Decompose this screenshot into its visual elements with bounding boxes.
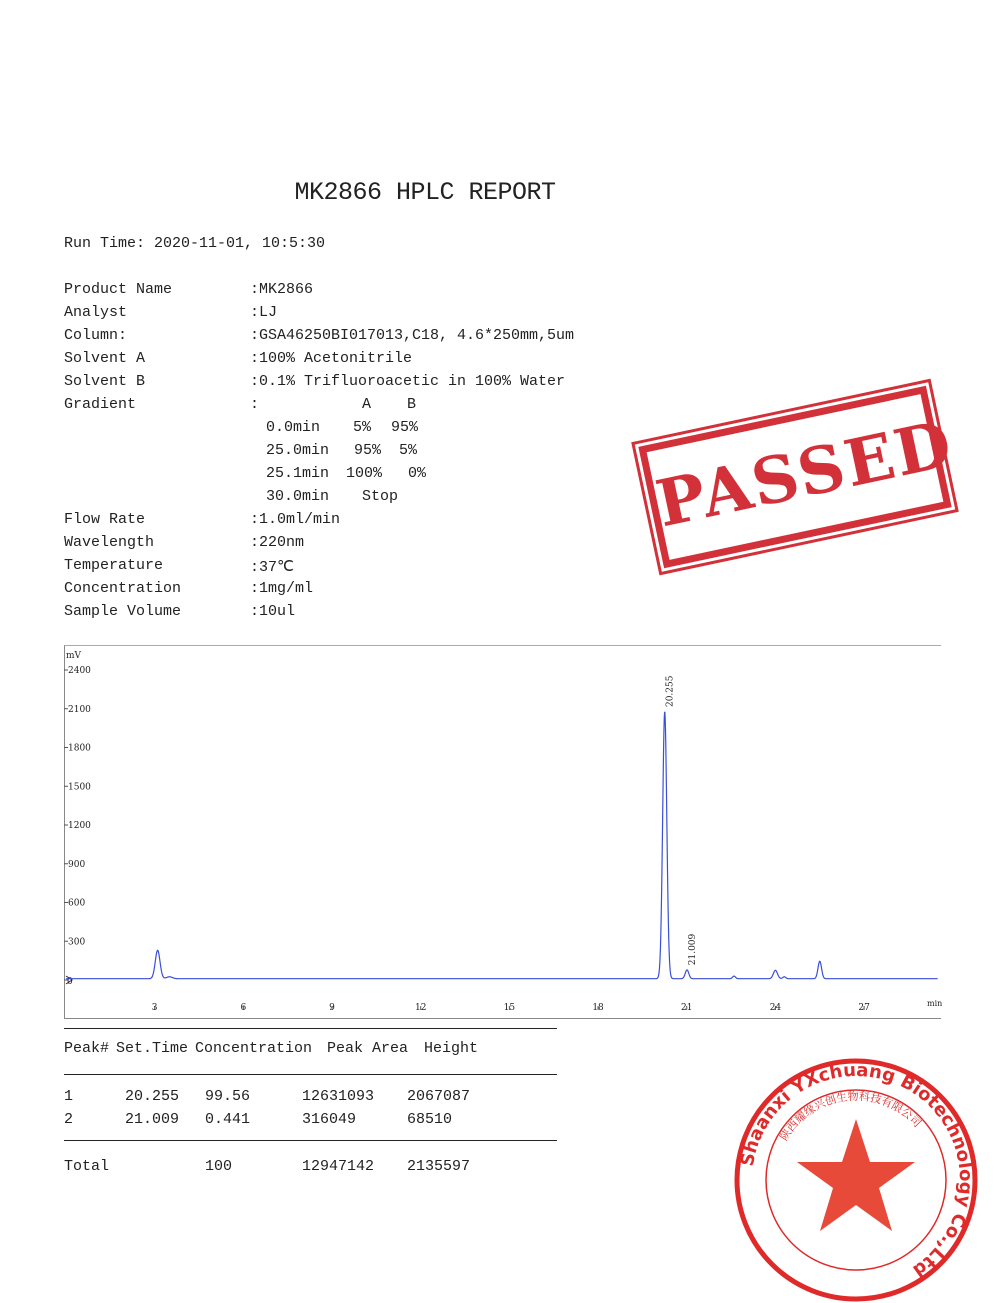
field-value: :37℃ xyxy=(250,559,294,576)
table-rule-body xyxy=(64,1140,557,1141)
table-cell: 21.009 xyxy=(125,1111,180,1128)
gradient-a: Stop xyxy=(362,488,399,505)
col-header: Set.Time xyxy=(116,1040,189,1057)
field-label: Solvent B xyxy=(64,373,146,390)
field-value: :220nm xyxy=(250,534,305,551)
report-title: MK2866 HPLC REPORT xyxy=(294,178,556,207)
x-tick-label: 3 xyxy=(151,1003,158,1013)
field-value: :10ul xyxy=(250,603,296,620)
gradient-b: 5% xyxy=(399,442,418,459)
peak-label: 21.009 xyxy=(688,933,699,966)
seal-outer-text: Shaanxi YXchuang Biotechnology Co.,Ltd xyxy=(736,1059,977,1282)
gradient-b: 0% xyxy=(408,465,427,482)
y-axis-unit: mV xyxy=(66,651,82,661)
y-tick-label: 1500 xyxy=(68,782,91,793)
gradient-time: 25.0min xyxy=(266,442,330,459)
col-header: Concentration xyxy=(195,1040,313,1057)
total-cell: 2135597 xyxy=(407,1158,471,1175)
field-value: :1mg/ml xyxy=(250,580,314,597)
field-label: Solvent A xyxy=(64,350,146,367)
field-value: :100% Acetonitrile xyxy=(250,350,413,367)
peak-label: 20.255 xyxy=(665,675,676,708)
x-tick-label: 21 xyxy=(681,1003,693,1013)
run-time: Run Time: 2020-11-01, 10:5:30 xyxy=(64,235,326,252)
field-label: Gradient xyxy=(64,396,137,413)
table-cell: 68510 xyxy=(407,1111,453,1128)
field-value: :GSA46250BI017013,C18, 4.6*250mm,5um xyxy=(250,327,575,344)
x-tick-label: 9 xyxy=(329,1003,335,1013)
y-tick-label: 300 xyxy=(68,937,86,948)
y-tick-label: 900 xyxy=(68,859,86,870)
total-label: Total xyxy=(64,1158,110,1175)
field-value: :MK2866 xyxy=(250,281,314,298)
field-value: :LJ xyxy=(250,304,278,321)
gradient-b: 95% xyxy=(391,419,419,436)
gradient-a: 95% xyxy=(354,442,382,459)
company-seal xyxy=(733,1057,979,1303)
field-label: Temperature xyxy=(64,557,164,574)
col-header: Height xyxy=(424,1040,479,1057)
x-tick-label: 24 xyxy=(769,1003,782,1013)
col-header: Peak Area xyxy=(327,1040,409,1057)
table-cell: 2 xyxy=(64,1111,74,1128)
y-tick-label: 1200 xyxy=(68,821,91,831)
table-cell: 2067087 xyxy=(407,1088,471,1105)
field-label: Concentration xyxy=(64,580,182,597)
table-cell: 99.56 xyxy=(205,1088,251,1105)
y-tick-label: 0 xyxy=(67,977,73,987)
field-value: :1.0ml/min xyxy=(250,511,341,528)
field-label: Flow Rate xyxy=(64,511,146,528)
table-cell: 12631093 xyxy=(302,1088,375,1105)
gradient-header-a: A xyxy=(362,396,372,413)
table-rule-top xyxy=(64,1028,557,1029)
x-tick-label: 6 xyxy=(240,1003,247,1013)
field-label: Analyst xyxy=(64,304,128,321)
x-tick-label: 18 xyxy=(592,1003,604,1013)
y-tick-label: 600 xyxy=(68,898,86,909)
field-value: : xyxy=(250,396,260,413)
field-label: Product Name xyxy=(64,281,173,298)
col-header: Peak# xyxy=(64,1040,110,1057)
gradient-time: 0.0min xyxy=(266,419,321,436)
gradient-header-b: B xyxy=(407,396,417,413)
table-cell: 0.441 xyxy=(205,1111,251,1128)
chromatogram-series-line xyxy=(66,712,938,978)
x-tick-label: 12 xyxy=(414,1003,427,1013)
gradient-time: 30.0min xyxy=(266,488,330,505)
gradient-a: 5% xyxy=(353,419,372,436)
seal-inner-text: 陕西耀缘兴创生物科技有限公司 xyxy=(777,1089,924,1143)
gradient-a: 100% xyxy=(346,465,383,482)
field-value: :0.1% Trifluoroacetic in 100% Water xyxy=(250,373,566,390)
x-tick-label: 27 xyxy=(858,1003,870,1013)
field-label: Wavelength xyxy=(64,534,155,551)
total-cell: 100 xyxy=(205,1158,233,1175)
table-cell: 20.255 xyxy=(125,1088,180,1105)
table-rule-header xyxy=(64,1074,557,1075)
x-axis-unit: min xyxy=(927,999,943,1008)
field-label: Sample Volume xyxy=(64,603,182,620)
gradient-time: 25.1min xyxy=(266,465,330,482)
y-tick-label: 1800 xyxy=(68,743,91,754)
seal-star-icon xyxy=(797,1119,915,1231)
total-cell: 12947142 xyxy=(302,1158,375,1175)
table-cell: 316049 xyxy=(302,1111,357,1128)
field-label: Column: xyxy=(64,327,128,344)
table-cell: 1 xyxy=(64,1088,74,1105)
y-tick-label: 2400 xyxy=(68,666,91,676)
passed-stamp: PASSED xyxy=(638,386,951,568)
y-tick-label: 2100 xyxy=(68,704,91,715)
x-tick-label: 15 xyxy=(503,1003,516,1013)
